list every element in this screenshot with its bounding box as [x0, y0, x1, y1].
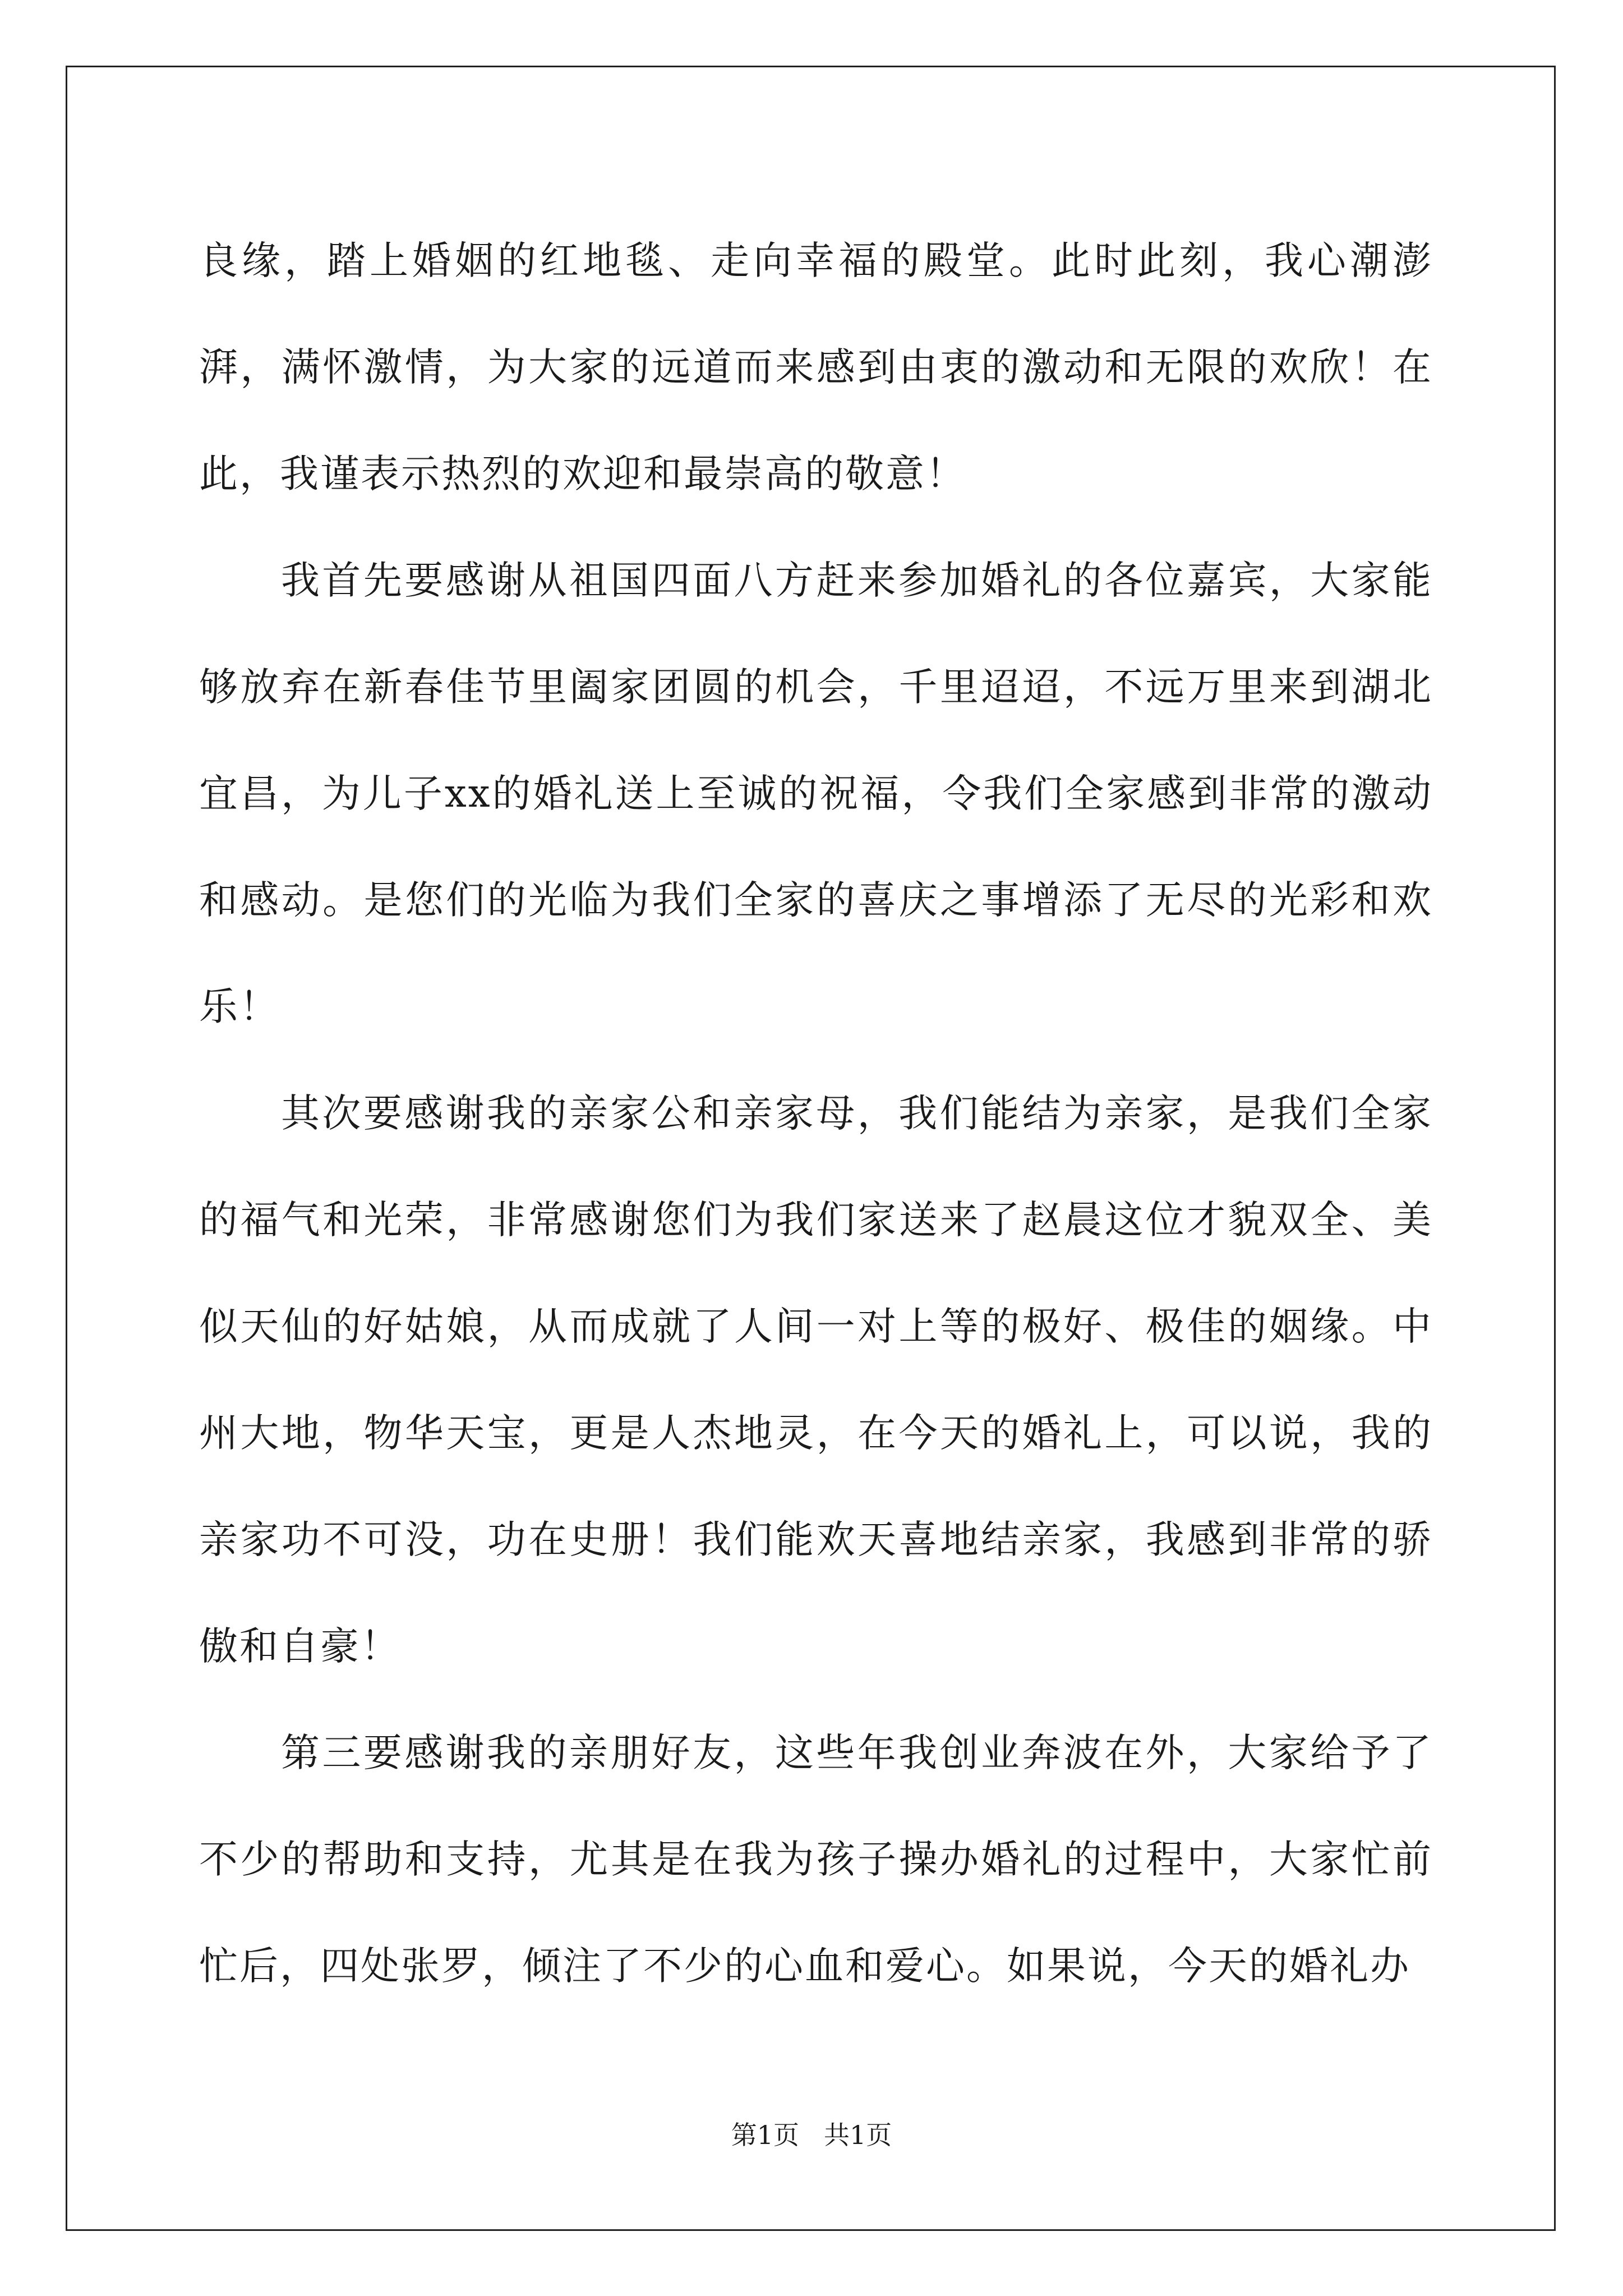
- paragraph-2: 我首先要感谢从祖国四面八方赶来参加婚礼的各位嘉宾，大家能够放弃在新春佳节里阖家团圆的机会，千里迢迢，不远万里来到湖北宜昌，为儿子xx的婚礼送上至诚的祝福，令我们全家感到非常的激动和感动。是您们的光临为我们全家的喜庆之事增添了无尽的光彩和欢乐！: [199, 558, 1433, 1029]
- page-total: 共1页: [823, 2120, 892, 2150]
- page-number: 第1页: [731, 2120, 800, 2150]
- paragraph-1: 良缘，踏上婚姻的红地毯、走向幸福的殿堂。此时此刻，我心潮澎湃，满怀激情，为大家的远道而来感到由衷的激动和无限的欢欣！在此，我谨表示热烈的欢迎和最崇高的敬意！: [199, 238, 1433, 496]
- document-body: [199, 208, 1433, 2019]
- paragraph-4: 第三要感谢我的亲朋好友，这些年我创业奔波在外，大家给予了不少的帮助和支持，尤其是在我为孩子操办婚礼的过程中，大家忙前忙后，四处张罗，倾注了不少的心血和爱心。如果说，今天的婚礼办: [199, 1731, 1433, 1989]
- page-footer: [0, 2115, 1623, 2152]
- paragraph-3: 其次要感谢我的亲家公和亲家母，我们能结为亲家，是我们全家的福气和光荣，非常感谢您们为我们家送来了赵晨这位才貌双全、美似天仙的好姑娘，从而成就了人间一对上等的极好、极佳的姻缘。中州大地，物华天宝，更是人杰地灵，在今天的婚礼上，可以说，我的亲家功不可没，功在史册！我们能欢天喜地结亲家，我感到非常的骄傲和自豪！: [199, 1091, 1433, 1669]
